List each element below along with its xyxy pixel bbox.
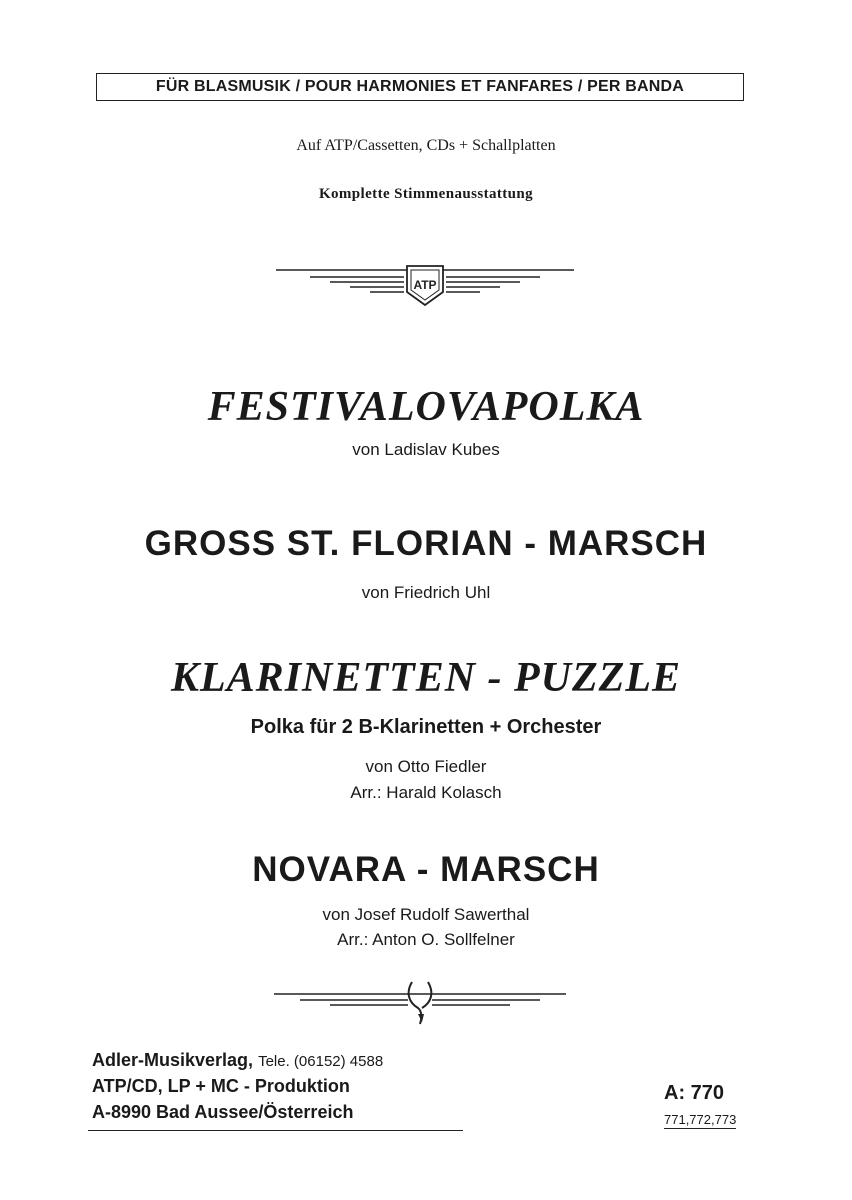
piece-title-novara-marsch: NOVARA - MARSCH (252, 850, 600, 889)
publisher-phone: Tele. (06152) 4588 (258, 1053, 384, 1070)
piece-composer-fiedler: von Otto Fiedler (365, 757, 487, 776)
piece-subtitle-polka: Polka für 2 B-Klarinetten + Orchester (250, 716, 602, 738)
atp-logo-ornament (270, 262, 580, 310)
lyre-ornament (270, 978, 570, 1028)
piece-arranger-kolasch: Arr.: Harald Kolasch (350, 783, 502, 802)
catalog-number: A: 770 (664, 1082, 725, 1104)
piece-title-gross-st-florian: GROSS ST. FLORIAN - MARSCH (144, 524, 708, 563)
parts-line: Komplette Stimmenausstattung (318, 186, 534, 202)
publisher-name: Adler-Musikverlag, (92, 1050, 254, 1070)
piece-title-festivalovapolka: FESTIVALOVAPOLKA (207, 384, 645, 430)
catalog-related: 771,772,773 (664, 1112, 737, 1127)
publisher-name-line (92, 1050, 383, 1071)
piece-arranger-sollfelner: Arr.: Anton O. Sollfelner (337, 930, 515, 949)
publisher-underline (88, 1130, 463, 1131)
piece-composer-kubes: von Ladislav Kubes (352, 440, 500, 459)
banner-box (96, 73, 744, 101)
publisher-production: ATP/CD, LP + MC - Produktion (92, 1076, 350, 1096)
piece-title-klarinetten-puzzle: KLARINETTEN - PUZZLE (171, 655, 681, 701)
piece-composer-uhl: von Friedrich Uhl (361, 583, 491, 602)
publisher-address: A-8990 Bad Aussee/Österreich (92, 1102, 354, 1122)
media-line: Auf ATP/Cassetten, CDs + Schallplatten (296, 137, 556, 154)
atp-logo-text: ATP (413, 278, 437, 292)
banner-text: FÜR BLASMUSIK / POUR HARMONIES ET FANFARES / PER BANDA (155, 78, 685, 95)
piece-composer-sawerthal: von Josef Rudolf Sawerthal (322, 905, 530, 924)
